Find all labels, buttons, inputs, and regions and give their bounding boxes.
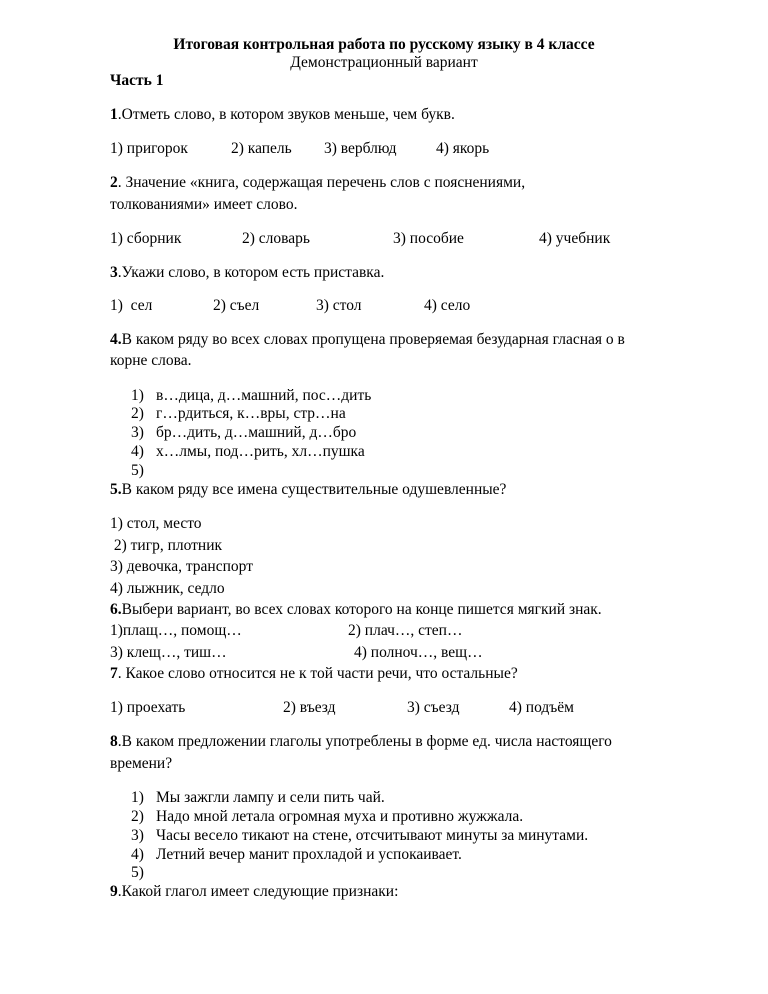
question-text: .Отметь слово, в котором звуков меньше, чем букв. xyxy=(117,106,455,123)
question-number: 3 xyxy=(110,264,118,281)
page-subtitle: Демонстрационный вариант xyxy=(290,54,478,71)
question-1 xyxy=(110,106,455,124)
question-number: 4. xyxy=(110,331,122,348)
q7-option-4: 4) подъём xyxy=(509,699,574,716)
question-4-continued: корне слова. xyxy=(110,352,192,369)
question-4 xyxy=(110,331,625,349)
question-text: В каком ряду во всех словах пропущена проверяемая безударная гласная о в xyxy=(121,331,625,348)
q1-option-4: 4) якорь xyxy=(436,140,490,157)
question-number: 5. xyxy=(110,481,122,498)
q2-option-2: 2) словарь xyxy=(242,230,310,247)
q5-option-2: 2) тигр, плотник xyxy=(110,537,223,554)
list-item: 4) х…лмы, под…рить, хл…пушка xyxy=(131,443,365,460)
q5-option-1: 1) стол, место xyxy=(110,515,202,532)
question-number: 9 xyxy=(110,883,118,900)
question-number: 1 xyxy=(110,106,118,123)
q5-option-4: 4) лыжник, седло xyxy=(110,580,225,597)
list-item: 1) Мы зажгли лампу и сели пить чай. xyxy=(131,789,385,806)
question-number: 8 xyxy=(110,733,118,750)
list-item: 1) в…дица, д…машний, пос…дить xyxy=(131,387,372,404)
list-item: 2) г…рдиться, к…вры, стр…на xyxy=(131,405,346,422)
question-text: . Значение «книга, содержащая перечень слов с пояснениями, xyxy=(117,174,526,191)
q2-option-3: 3) пособие xyxy=(393,230,464,247)
q3-option-1: 1) сел xyxy=(110,297,153,314)
q1-option-2: 2) капель xyxy=(231,140,292,157)
list-item: 2) Надо мной летала огромная муха и противно жужжала. xyxy=(131,808,524,825)
question-7 xyxy=(110,665,518,683)
list-item: 5) xyxy=(131,462,144,479)
question-number: 2 xyxy=(110,174,118,191)
q3-option-3: 3) стол xyxy=(316,297,362,314)
q3-option-4: 4) село xyxy=(424,297,471,314)
q2-option-1: 1) сборник xyxy=(110,230,182,247)
question-8-continued: времени? xyxy=(110,755,173,772)
question-9 xyxy=(110,883,398,901)
q7-option-2: 2) въезд xyxy=(283,699,336,716)
question-text: .В каком предложении глаголы употреблены в форме ед. числа настоящего xyxy=(117,733,612,750)
q1-option-3: 3) верблюд xyxy=(324,140,397,157)
q6-option-3: 3) клещ…, тиш… xyxy=(110,644,227,661)
question-text: В каком ряду все имена существительные одушевленные? xyxy=(121,481,507,498)
list-item: 3) Часы весело тикают на стене, отсчитывают минуты за минутами. xyxy=(131,827,589,844)
question-3 xyxy=(110,264,384,282)
question-text: .Какой глагол имеет следующие признаки: xyxy=(117,883,399,900)
list-item: 5) xyxy=(131,864,144,881)
question-text: .Укажи слово, в котором есть приставка. xyxy=(117,264,385,281)
q7-option-1: 1) проехать xyxy=(110,699,186,716)
question-8 xyxy=(110,733,612,751)
question-number: 6. xyxy=(110,601,122,618)
question-5 xyxy=(110,481,506,499)
q2-option-4: 4) учебник xyxy=(539,230,611,247)
q6-option-4: 4) полноч…, вещ… xyxy=(354,644,483,661)
question-6 xyxy=(110,601,602,619)
q3-option-2: 2) съел xyxy=(213,297,260,314)
list-item: 3) бр…дить, д…машний, д…бро xyxy=(131,424,357,441)
q5-option-3: 3) девочка, транспорт xyxy=(110,558,253,575)
q7-option-3: 3) съезд xyxy=(407,699,460,716)
q1-option-1: 1) пригорок xyxy=(110,140,188,157)
question-text: . Какое слово относится не к той части речи, что остальные? xyxy=(117,665,518,682)
question-number: 7 xyxy=(110,665,118,682)
q6-option-1: 1)плащ…, помощ… xyxy=(110,622,242,639)
list-item: 4) Летний вечер манит прохладой и успокаивает. xyxy=(131,846,462,863)
page-title: Итоговая контрольная работа по русскому языку в 4 классе xyxy=(173,36,595,53)
question-2 xyxy=(110,174,525,192)
part-heading: Часть 1 xyxy=(110,72,164,89)
q6-option-2: 2) плач…, степ… xyxy=(348,622,463,639)
question-2-continued: толкованиями» имеет слово. xyxy=(110,196,298,213)
question-text: Выбери вариант, во всех словах которого на конце пишется мягкий знак. xyxy=(121,601,602,618)
